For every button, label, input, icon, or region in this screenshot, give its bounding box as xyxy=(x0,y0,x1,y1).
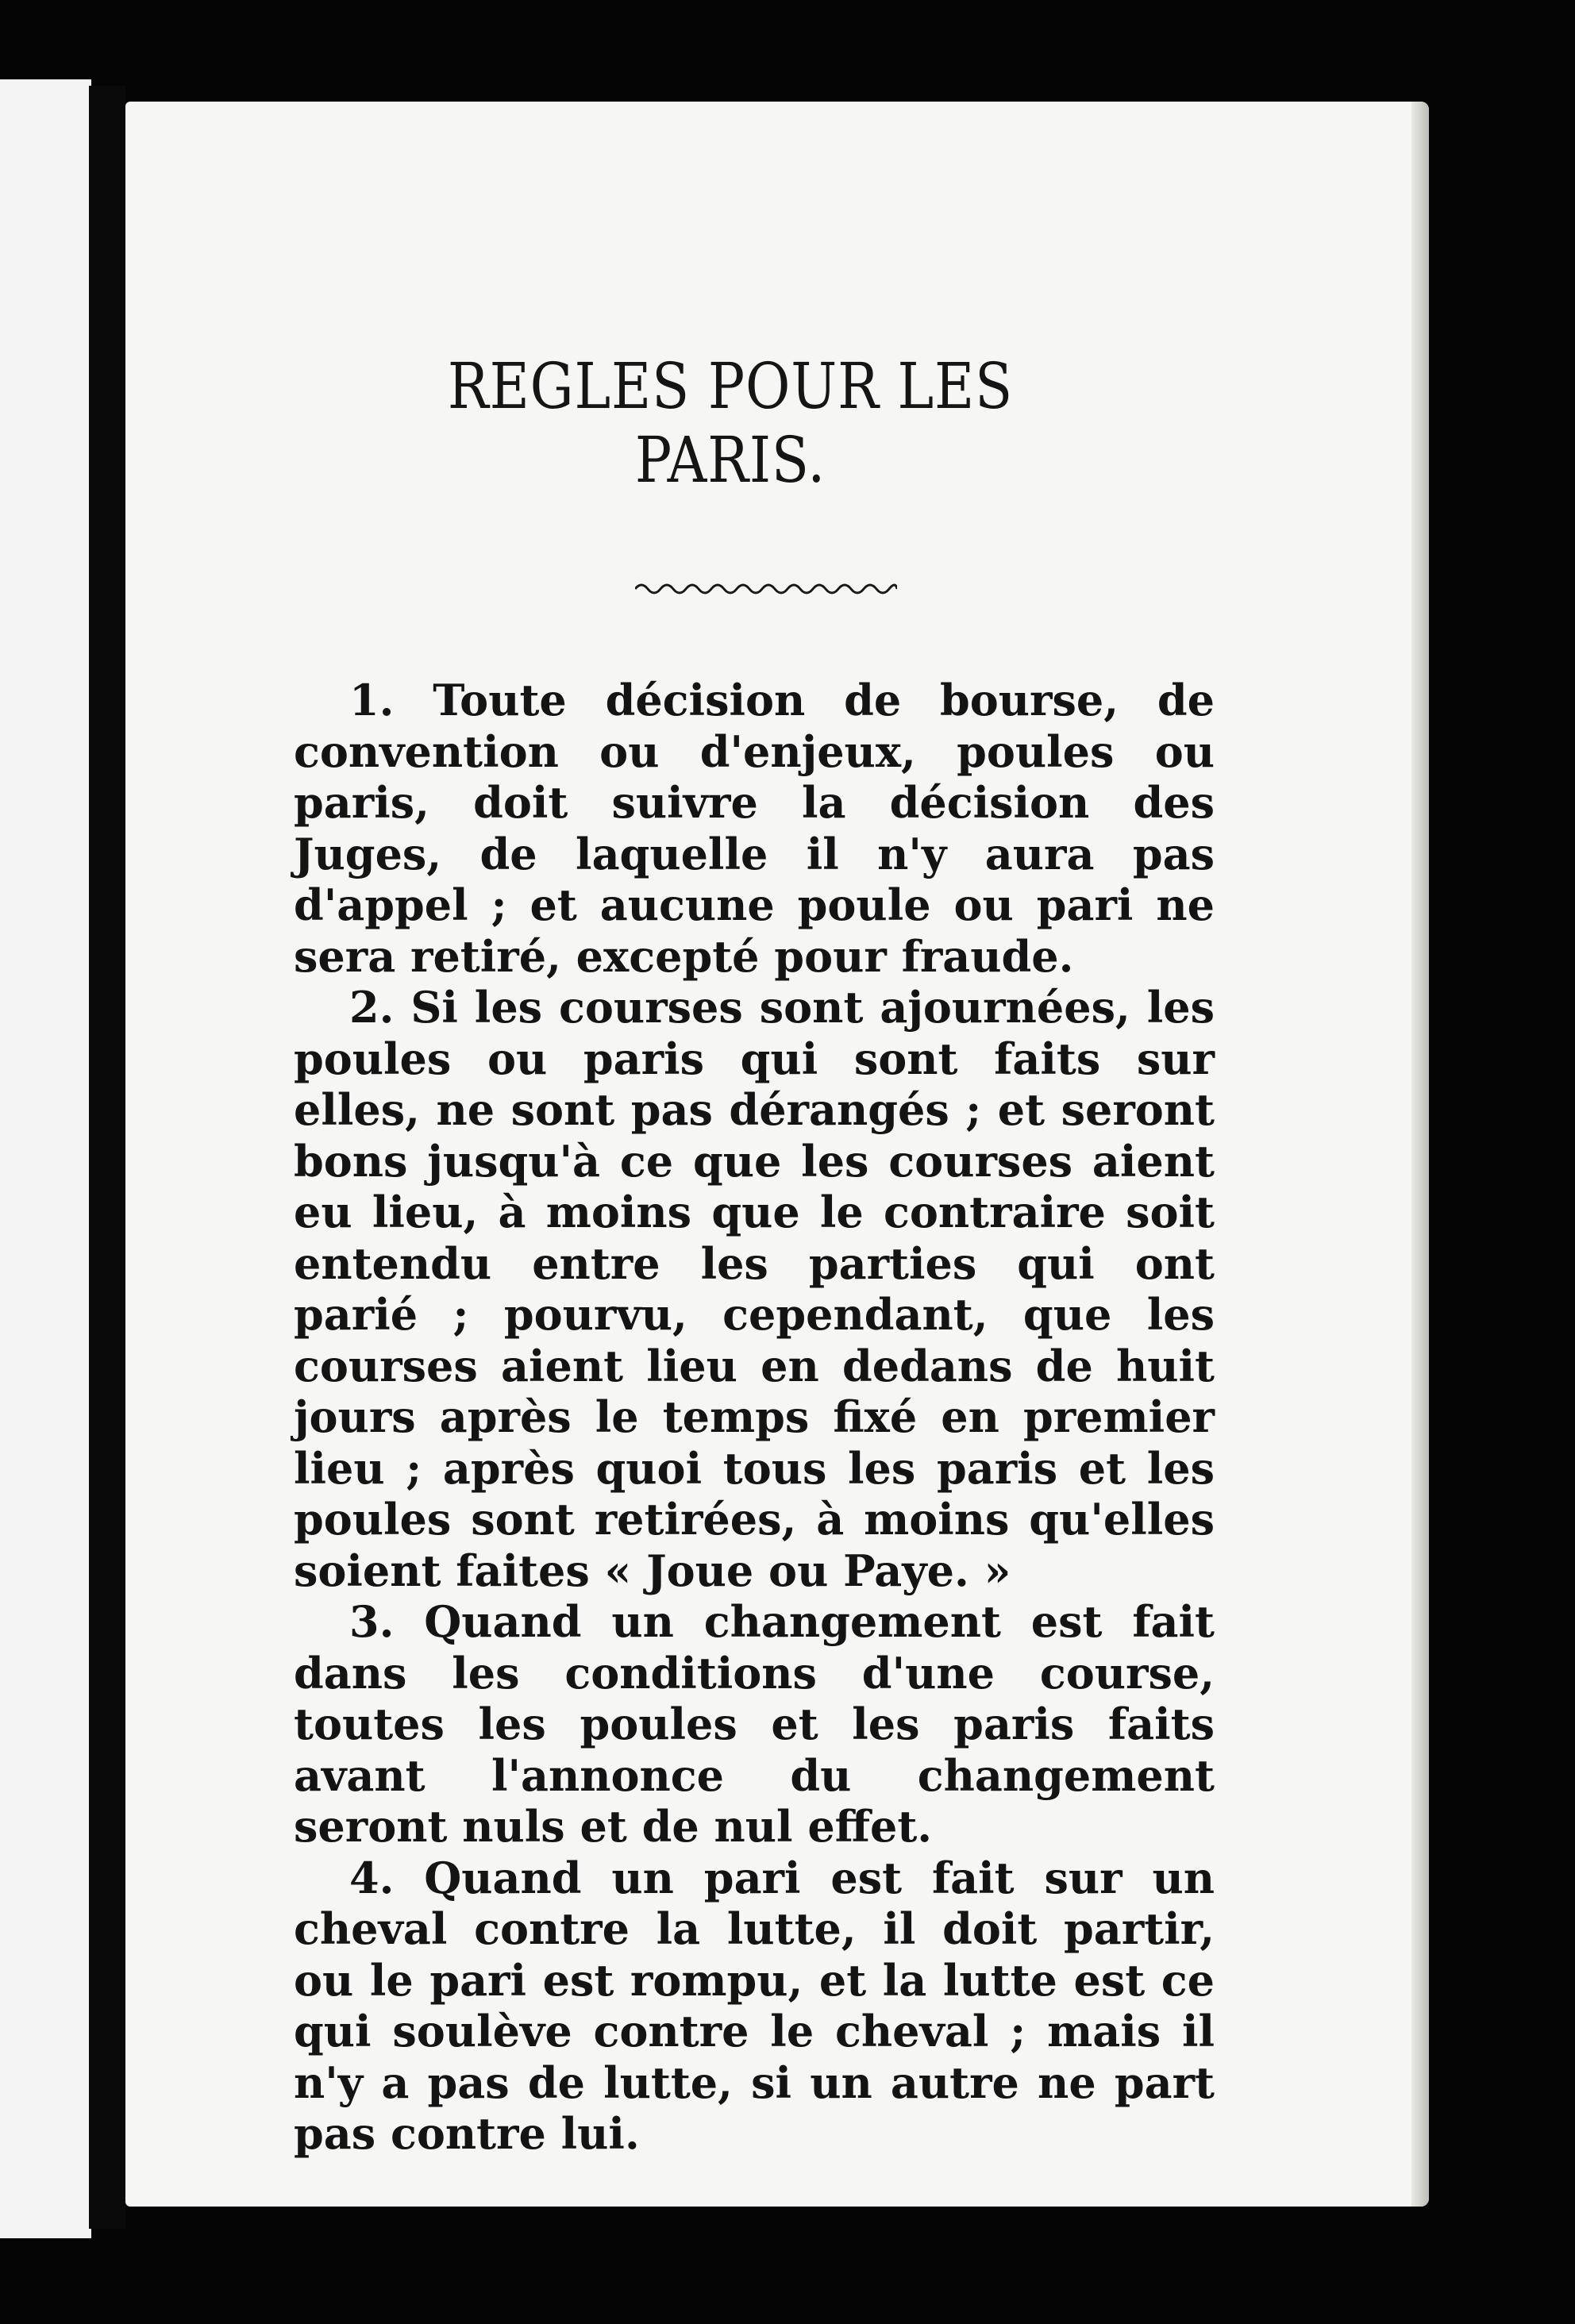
rule-number: 4. xyxy=(349,1852,395,1903)
rules-text xyxy=(294,675,1215,2160)
page-title: REGLES POUR LES PARIS. xyxy=(447,349,1014,497)
rule-number: 3. xyxy=(349,1596,395,1647)
facing-page-edge xyxy=(0,79,91,2238)
rule-paragraph-3 xyxy=(294,1596,1215,1853)
rule-paragraph-2 xyxy=(294,982,1215,1596)
rule-text: Si les courses sont ajournées, les poules ou paris qui sont faits sur elles, ne sont pas dérangés ; et seront bons jusqu'à ce que les courses aient eu lieu, à moins que le contraire soit entendu entre les parties qui ont parié ; pourvu, cependant, que les courses aient lieu en dedans de huit jours après le temps fixé en premier lieu ; après quoi tous les paris et les poules sont retirées, à moins qu'elles soient faites « Joue ou Paye. » xyxy=(294,982,1215,1596)
page-edge-shadow xyxy=(1411,102,1429,2207)
rule-text: Quand un pari est fait sur un cheval contre la lutte, il doit partir, ou le pari est rompu, et la lutte est ce qui soulève contre le cheval ; mais il n'y a pas de lutte, si un autre ne part pas contre lui. xyxy=(294,1852,1215,2159)
book-gutter xyxy=(89,86,125,2229)
rule-paragraph-4 xyxy=(294,1853,1215,2160)
wavy-rule-ornament xyxy=(635,578,897,600)
rule-text: Toute décision de bourse, de convention ou d'enjeux, poules ou paris, doit suivre la décision des Juges, de laquelle il n'y aura pas d'appel ; et aucune poule ou pari ne sera retiré, excepté pour fraude. xyxy=(294,675,1215,982)
rule-paragraph-1 xyxy=(294,675,1215,982)
rule-text: Quand un changement est fait dans les conditions d'une course, toutes les poules et les paris faits avant l'annonce du changement seront nuls et de nul effet. xyxy=(294,1596,1215,1852)
rule-number: 1. xyxy=(349,675,395,725)
rule-number: 2. xyxy=(349,982,395,1033)
